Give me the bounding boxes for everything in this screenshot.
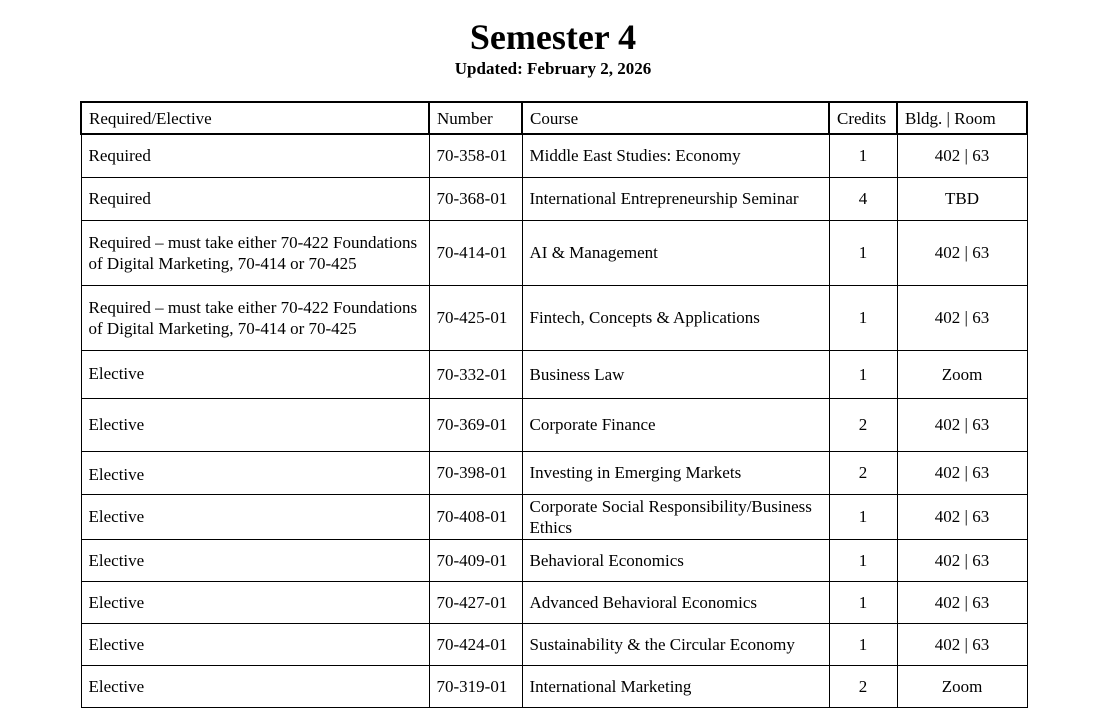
table-row (81, 539, 1027, 581)
cell-room: Zoom (897, 350, 1027, 398)
cell-type: Elective (81, 451, 429, 494)
cell-room: 402 | 63 (897, 285, 1027, 350)
cell-credits: 1 (829, 285, 897, 350)
cell-room: TBD (897, 177, 1027, 220)
cell-credits: 1 (829, 494, 897, 539)
cell-course: Fintech, Concepts & Applications (522, 285, 829, 350)
cell-credits: 1 (829, 623, 897, 665)
cell-number: 70-332-01 (429, 350, 522, 398)
cell-number: 70-427-01 (429, 581, 522, 623)
table-row (81, 398, 1027, 451)
cell-room: 402 | 63 (897, 623, 1027, 665)
cell-credits: 1 (829, 539, 897, 581)
cell-type: Elective (81, 350, 429, 398)
table-header-row (81, 102, 1027, 134)
table-row (81, 220, 1027, 285)
cell-course: AI & Management (522, 220, 829, 285)
cell-credits: 1 (829, 581, 897, 623)
cell-room: 402 | 63 (897, 581, 1027, 623)
table-row (81, 623, 1027, 665)
cell-type: Required – must take either 70-422 Foundations of Digital Marketing, 70-414 or 70-425 (81, 220, 429, 285)
cell-credits: 2 (829, 398, 897, 451)
cell-type: Elective (81, 539, 429, 581)
cell-credits: 4 (829, 177, 897, 220)
table-row (81, 285, 1027, 350)
cell-course: Advanced Behavioral Economics (522, 581, 829, 623)
cell-type: Elective (81, 494, 429, 539)
cell-number: 70-408-01 (429, 494, 522, 539)
course-table (80, 101, 1028, 708)
cell-type: Required (81, 134, 429, 177)
cell-course: Investing in Emerging Markets (522, 451, 829, 494)
cell-room: 402 | 63 (897, 494, 1027, 539)
cell-course: Corporate Social Responsibility/Business Ethics (522, 494, 829, 539)
cell-number: 70-369-01 (429, 398, 522, 451)
table-row (81, 451, 1027, 494)
cell-room: 402 | 63 (897, 134, 1027, 177)
cell-course: Behavioral Economics (522, 539, 829, 581)
cell-room: Zoom (897, 665, 1027, 707)
cell-room: 402 | 63 (897, 539, 1027, 581)
cell-type: Elective (81, 581, 429, 623)
cell-type: Elective (81, 665, 429, 707)
cell-number: 70-414-01 (429, 220, 522, 285)
cell-room: 402 | 63 (897, 451, 1027, 494)
cell-type: Elective (81, 398, 429, 451)
table-row (81, 581, 1027, 623)
cell-course: Sustainability & the Circular Economy (522, 623, 829, 665)
table-row (81, 134, 1027, 177)
col-header-course: Course (522, 102, 829, 134)
cell-course: Middle East Studies: Economy (522, 134, 829, 177)
cell-course: International Marketing (522, 665, 829, 707)
col-header-credits: Credits (829, 102, 897, 134)
cell-number: 70-409-01 (429, 539, 522, 581)
cell-room: 402 | 63 (897, 220, 1027, 285)
table-row (81, 494, 1027, 539)
cell-credits: 1 (829, 220, 897, 285)
table-row (81, 350, 1027, 398)
cell-type: Elective (81, 623, 429, 665)
cell-number: 70-398-01 (429, 451, 522, 494)
cell-credits: 2 (829, 665, 897, 707)
cell-number: 70-425-01 (429, 285, 522, 350)
col-header-required-elective: Required/Elective (81, 102, 429, 134)
table-row (81, 177, 1027, 220)
cell-course: Business Law (522, 350, 829, 398)
updated-date: Updated: February 2, 2026 (454, 59, 652, 78)
cell-credits: 1 (829, 134, 897, 177)
page-title: Semester 4 (469, 17, 637, 57)
cell-course: International Entrepreneurship Seminar (522, 177, 829, 220)
cell-type: Required – must take either 70-422 Foundations of Digital Marketing, 70-414 or 70-425 (81, 285, 429, 350)
cell-credits: 2 (829, 451, 897, 494)
cell-type: Required (81, 177, 429, 220)
cell-number: 70-319-01 (429, 665, 522, 707)
cell-room: 402 | 63 (897, 398, 1027, 451)
cell-number: 70-368-01 (429, 177, 522, 220)
cell-number: 70-424-01 (429, 623, 522, 665)
cell-credits: 1 (829, 350, 897, 398)
cell-course: Corporate Finance (522, 398, 829, 451)
col-header-number: Number (429, 102, 522, 134)
table-row (81, 665, 1027, 707)
col-header-room: Bldg. | Room (897, 102, 1027, 134)
cell-number: 70-358-01 (429, 134, 522, 177)
